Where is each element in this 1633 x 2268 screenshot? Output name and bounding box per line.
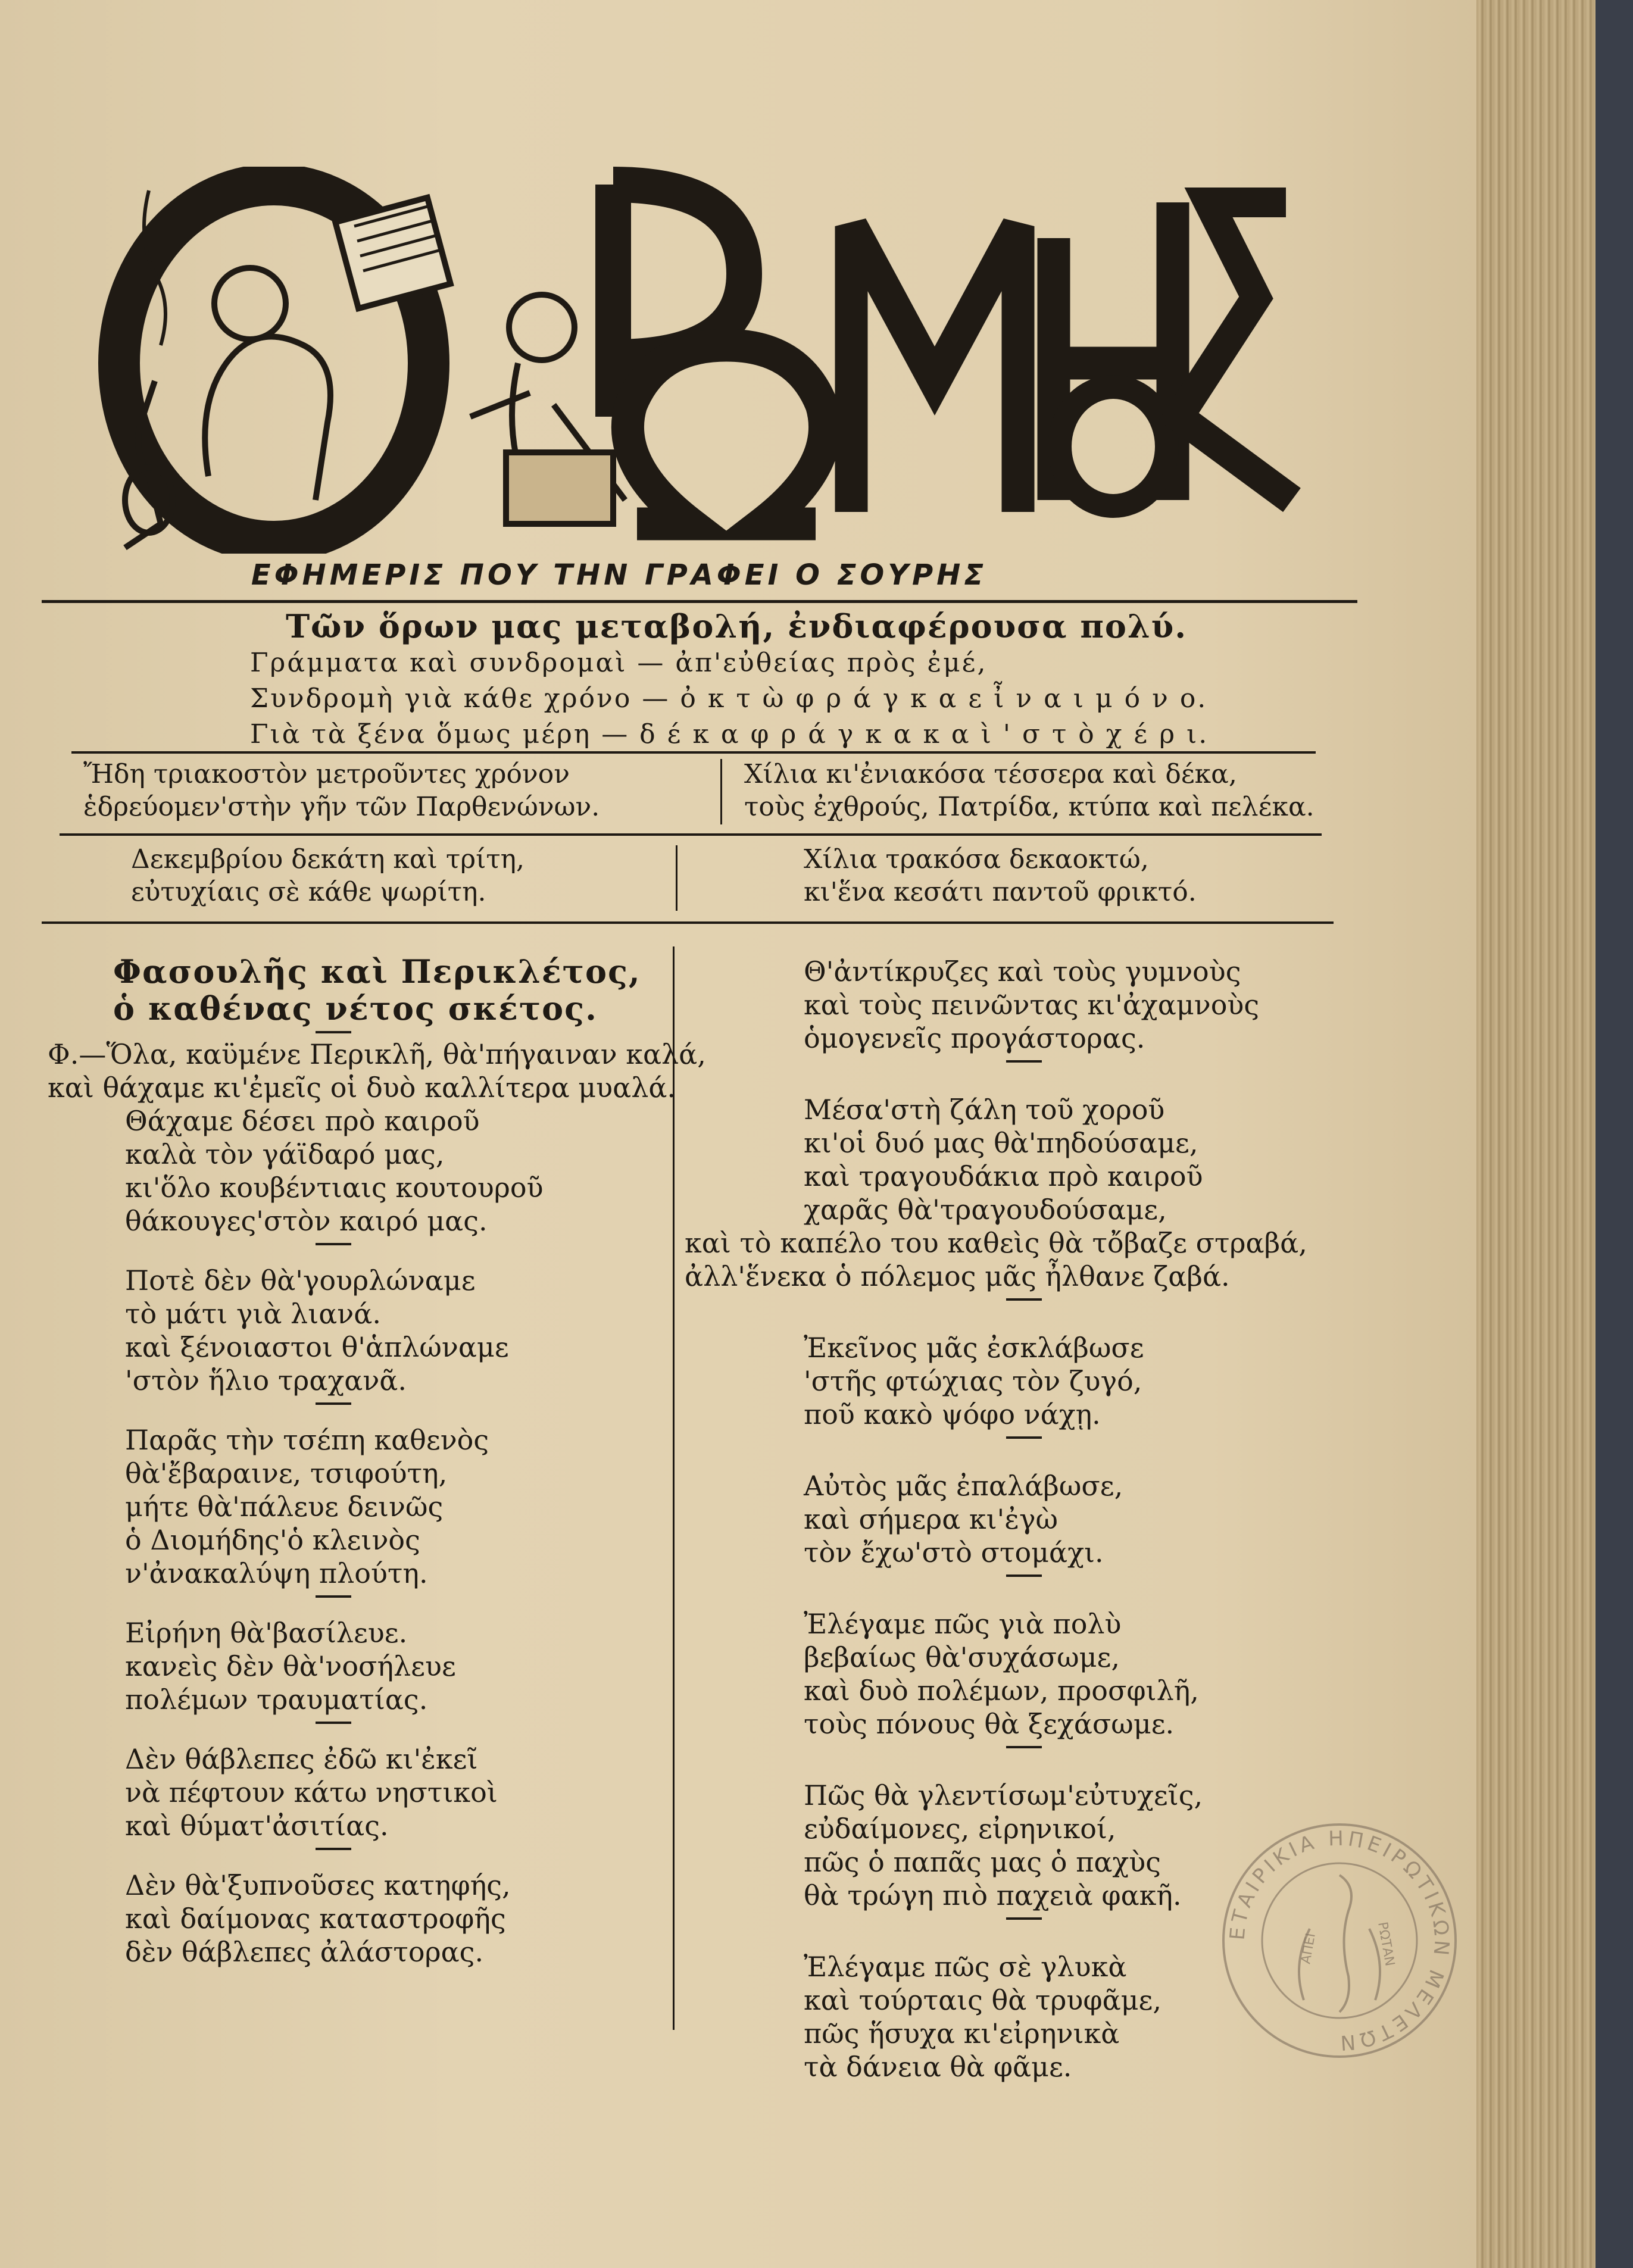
poem-line: Μέσα'στὴ ζάλη τοῦ χοροῦ <box>804 1094 1165 1126</box>
divider <box>42 921 1334 924</box>
stanza-separator <box>1006 1436 1042 1439</box>
poem-line: καὶ δυὸ πολέμων, προσφιλῆ, <box>804 1675 1199 1707</box>
poem-line: 'στὸν ἥλιο τραχανᾶ. <box>125 1364 407 1397</box>
poem-line: καὶ ξένοιαστοι θ'ἁπλώναμε <box>125 1331 509 1363</box>
masthead-subtitle: ΕΦΗΜΕΡΙΣ ΠΟΥ ΤΗΝ ΓΡΑΦΕΙ Ο ΣΟΥΡΗΣ <box>251 558 988 592</box>
stanza-separator <box>316 1848 351 1850</box>
poem-line: Δὲν θάβλεπες ἐδῶ κι'ἐκεῖ <box>125 1743 478 1775</box>
stanza-separator <box>316 1031 351 1033</box>
divider <box>71 751 1316 754</box>
dateline-line: Δεκεμβρίου δεκάτη καὶ τρίτη, <box>131 844 525 874</box>
poem-line: εὐδαίμονες, εἰρηνικοί, <box>804 1813 1116 1845</box>
dateline-line: Ἤδη τριακοστὸν μετροῦντες χρόνον <box>83 759 570 789</box>
poem-line: κι'οἱ δυό μας θὰ'πηδούσαμε, <box>804 1127 1198 1159</box>
poem-line: τὸ μάτι γιὰ λιανά. <box>125 1298 381 1330</box>
stamp-inner-left: ΑΠΕΙ <box>1298 1932 1319 1966</box>
library-stamp <box>1220 1822 1459 2060</box>
stanza-separator <box>316 1243 351 1245</box>
poem-line: πῶς ἥσυχα κι'εἰρηνικὰ <box>804 2017 1120 2050</box>
poem-line: Ἐλέγαμε πῶς σὲ γλυκὰ <box>804 1951 1127 1983</box>
poem-line: καὶ τούρταις θὰ τρυφᾶμε, <box>804 1984 1162 2016</box>
divider <box>42 600 1357 603</box>
stanza-separator <box>316 1402 351 1405</box>
dateline-line: κι'ἕνα κεσάτι παντοῦ φρικτό. <box>804 877 1197 907</box>
dateline-line: εὐτυχίαις σὲ κάθε ψωρίτη. <box>131 877 486 907</box>
poem-line: καὶ θύματ'ἀσιτίας. <box>125 1810 389 1842</box>
poem-line: καλὰ τὸν γάϊδαρό μας, <box>125 1138 445 1170</box>
stamp-inner-right: ΡΩΤΑΝ <box>1375 1920 1397 1967</box>
poem-title: ὁ καθένας νέτος σκέτος. <box>113 989 598 1027</box>
column-divider <box>673 946 675 2030</box>
poem-line: ποῦ κακὸ ψόφο νάχῃ. <box>804 1398 1101 1430</box>
poem-line: πῶς ὁ παπᾶς μας ὁ παχὺς <box>804 1846 1161 1878</box>
poem-line: καὶ τὸ καπέλο του καθεὶς θὰ τὄβαζε στραβά, <box>685 1227 1307 1259</box>
poem-line: δὲν θάβλεπες ἀλάστορας. <box>125 1936 484 1968</box>
stanza-separator <box>1006 1298 1042 1301</box>
poem-line: ν'ἀνακαλύψη πλούτη. <box>125 1557 428 1589</box>
column-divider <box>720 759 722 824</box>
poem-line: ὁμογενεῖς προγάστορας. <box>804 1022 1145 1054</box>
poem-line: βεβαίως θὰ'συχάσωμε, <box>804 1641 1120 1673</box>
poem-line: Φ.—Ὅλα, καϋμένε Περικλῆ, θὰ'πήγαιναν καλά, <box>48 1038 706 1070</box>
stanza-separator <box>316 1595 351 1598</box>
stanza-separator <box>316 1722 351 1724</box>
dateline-line: Χίλια τρακόσα δεκαοκτώ, <box>804 844 1149 874</box>
stanza-separator <box>1006 1746 1042 1748</box>
poem-line: πολέμων τραυματίας. <box>125 1683 428 1716</box>
terms-title: Τῶν ὅρων μας μεταβολή, ἐνδιαφέρουσα πολύ. <box>286 607 1188 645</box>
poem-line: καὶ τραγουδάκια πρὸ καιροῦ <box>804 1160 1203 1192</box>
poem-line: Αὐτὸς μᾶς ἐπαλάβωσε, <box>804 1470 1123 1502</box>
dateline-line: ἑδρεύομεν'στὴν γῆν τῶν Παρθενώνων. <box>83 792 600 822</box>
poem-line: τοὺς πόνους θὰ ξεχάσωμε. <box>804 1708 1175 1740</box>
book-cover <box>1595 0 1633 2268</box>
poem-line: χαρᾶς θὰ'τραγουδούσαμε, <box>804 1194 1167 1226</box>
masthead-logo <box>89 167 1304 554</box>
svg-text:ΕΤΑΙΡΙΚΙΑ ΗΠΕΙΡΩΤΙΚΩΝ ΜΕΛΕΤΩΝ <box>1226 1827 1454 2055</box>
stanza-separator <box>1006 1060 1042 1063</box>
poem-line: Εἰρήνη θὰ'βασίλευε. <box>125 1617 408 1649</box>
poem-line: 'στῆς φτώχιας τὸν ζυγό, <box>804 1365 1142 1397</box>
poem-line: Δὲν θὰ'ξυπνοῦσες κατηφής, <box>125 1869 511 1901</box>
divider <box>60 833 1322 836</box>
poem-line: Θ'ἀντίκρυζες καὶ τοὺς γυμνοὺς <box>804 955 1241 988</box>
poem-line: ἀλλ'ἕνεκα ὁ πόλεμος μᾶς ἦλθανε ζαβά. <box>685 1260 1230 1292</box>
terms-line: Συνδρομὴ γιὰ κάθε χρόνο — ὀ κ τ ὼ φ ρ ά γ κ α ε ἶ ν α ι μ ό ν ο. <box>250 683 1208 714</box>
poem-line: Ἐλέγαμε πῶς γιὰ πολὺ <box>804 1608 1122 1640</box>
poem-line: νὰ πέφτουν κάτω νηστικοὶ <box>125 1776 498 1808</box>
terms-line: Γράμματα καὶ συνδρομαὶ — ἀπ'εὐθείας πρὸς ἐμέ, <box>250 648 988 678</box>
poem-line: Πῶς θὰ γλεντίσωμ'εὐτυχεῖς, <box>804 1779 1203 1811</box>
stanza-separator <box>1006 1917 1042 1920</box>
stamp-ring-text: ΕΤΑΙΡΙΚΙΑ ΗΠΕΙΡΩΤΙΚΩΝ ΜΕΛΕΤΩΝ <box>1225 1826 1454 2055</box>
poem-line: καὶ θάχαμε κι'ἐμεῖς οἱ δυὸ καλλίτερα μυαλά. <box>48 1071 676 1104</box>
poem-line: Ποτὲ δὲν θὰ'γουρλώναμε <box>125 1264 476 1297</box>
poem-line: Θάχαμε δέσει πρὸ καιροῦ <box>125 1105 480 1137</box>
poem-line: μήτε θὰ'πάλευε δεινῶς <box>125 1491 444 1523</box>
terms-line: Γιὰ τὰ ξένα ὅμως μέρη — δ έ κ α φ ρ ά γ κ α κ α ὶ ' σ τ ὸ χ έ ρ ι. <box>250 719 1209 749</box>
poem-line: τὸν ἔχω'στὸ στομάχι. <box>804 1536 1104 1569</box>
column-divider <box>676 845 677 911</box>
poem-line: κανεὶς δὲν θὰ'νοσήλευε <box>125 1650 456 1682</box>
poem-line: τὰ δάνεια θὰ φᾶμε. <box>804 2051 1072 2083</box>
poem-line: καὶ σήμερα κι'ἐγὼ <box>804 1503 1059 1535</box>
poem-line: θὰ τρώγη πιὸ παχειὰ φακῆ. <box>804 1879 1182 1911</box>
poem-line: καὶ τοὺς πεινῶντας κι'ἀχαμνοὺς <box>804 989 1260 1021</box>
dateline-line: Χίλια κι'ἐνιακόσα τέσσερα καὶ δέκα, <box>744 759 1237 789</box>
poem-title: Φασουλῆς καὶ Περικλέτος, <box>113 952 641 991</box>
poem-line: Παρᾶς τὴν τσέπη καθενὸς <box>125 1424 489 1456</box>
poem-line: Ἐκεῖνος μᾶς ἐσκλάβωσε <box>804 1332 1144 1364</box>
dateline-line: τοὺς ἐχθρούς, Πατρίδα, κτύπα καὶ πελέκα. <box>744 792 1314 822</box>
poem-line: θάκουγες'στὸν καιρό μας. <box>125 1205 488 1237</box>
poem-line: κι'ὅλο κουβέντιαις κουτουροῦ <box>125 1172 544 1204</box>
stanza-separator <box>1006 1575 1042 1577</box>
poem-line: ὁ Διομήδης'ὁ κλεινὸς <box>125 1524 420 1556</box>
poem-line: θὰ'ἔβαραινε, τσιφούτη, <box>125 1457 448 1489</box>
poem-line: καὶ δαίμονας καταστροφῆς <box>125 1903 506 1935</box>
